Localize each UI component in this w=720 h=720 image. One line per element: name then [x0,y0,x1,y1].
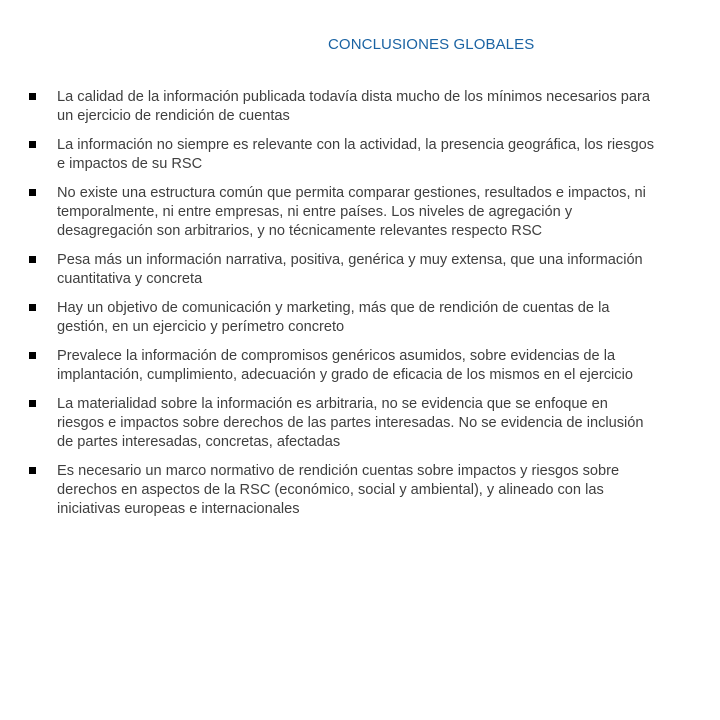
bullet-icon [29,256,36,263]
list-item-text: La materialidad sobre la información es arbitraria, no se evidencia que se enfoque en riesgos e impactos sobre derechos de las partes interesadas. No se evidencia de inclusión de partes interesadas, concretas, afectadas [57,396,644,450]
list-item-text: No existe una estructura común que permita comparar gestiones, resultados e impactos, ni temporalmente, ni entre empresas, ni entre países. Los niveles de agregación y desagregación son arbitrarios, y no técnicamente relevantes respecto RSC [57,185,646,239]
bullet-icon [29,141,36,148]
bullet-icon [29,189,36,196]
list-item-text: Es necesario un marco normativo de rendición cuentas sobre impactos y riesgos sobre derechos en aspectos de la RSC (económico, social y ambiental), y alineado con las iniciativas europeas e internacionales [57,463,620,517]
bullet-icon [29,93,36,100]
bullet-icon [29,352,36,359]
list-item-text: La calidad de la información publicada todavía dista mucho de los mínimos necesarios para un ejercicio de rendición de cuentas [57,89,651,124]
bullet-icon [29,400,36,407]
bullet-icon [29,304,36,311]
list-item-text: La información no siempre es relevante con la actividad, la presencia geográfica, los riesgos e impactos de su RSC [57,137,655,172]
page-title: CONCLUSIONES GLOBALES [328,36,535,53]
list-item-text: Prevalece la información de compromisos genéricos asumidos, sobre evidencias de la implantación, cumplimiento, adecuación y grado de eficacia de los mismos en el ejercicio [57,348,633,383]
list-item-text: Pesa más un información narrativa, positiva, genérica y muy extensa, que una información cuantitativa y concreta [57,252,643,287]
list-item-text: Hay un objetivo de comunicación y marketing, más que de rendición de cuentas de la gestión, en un ejercicio y perímetro concreto [57,300,610,335]
bullet-icon [29,467,36,474]
